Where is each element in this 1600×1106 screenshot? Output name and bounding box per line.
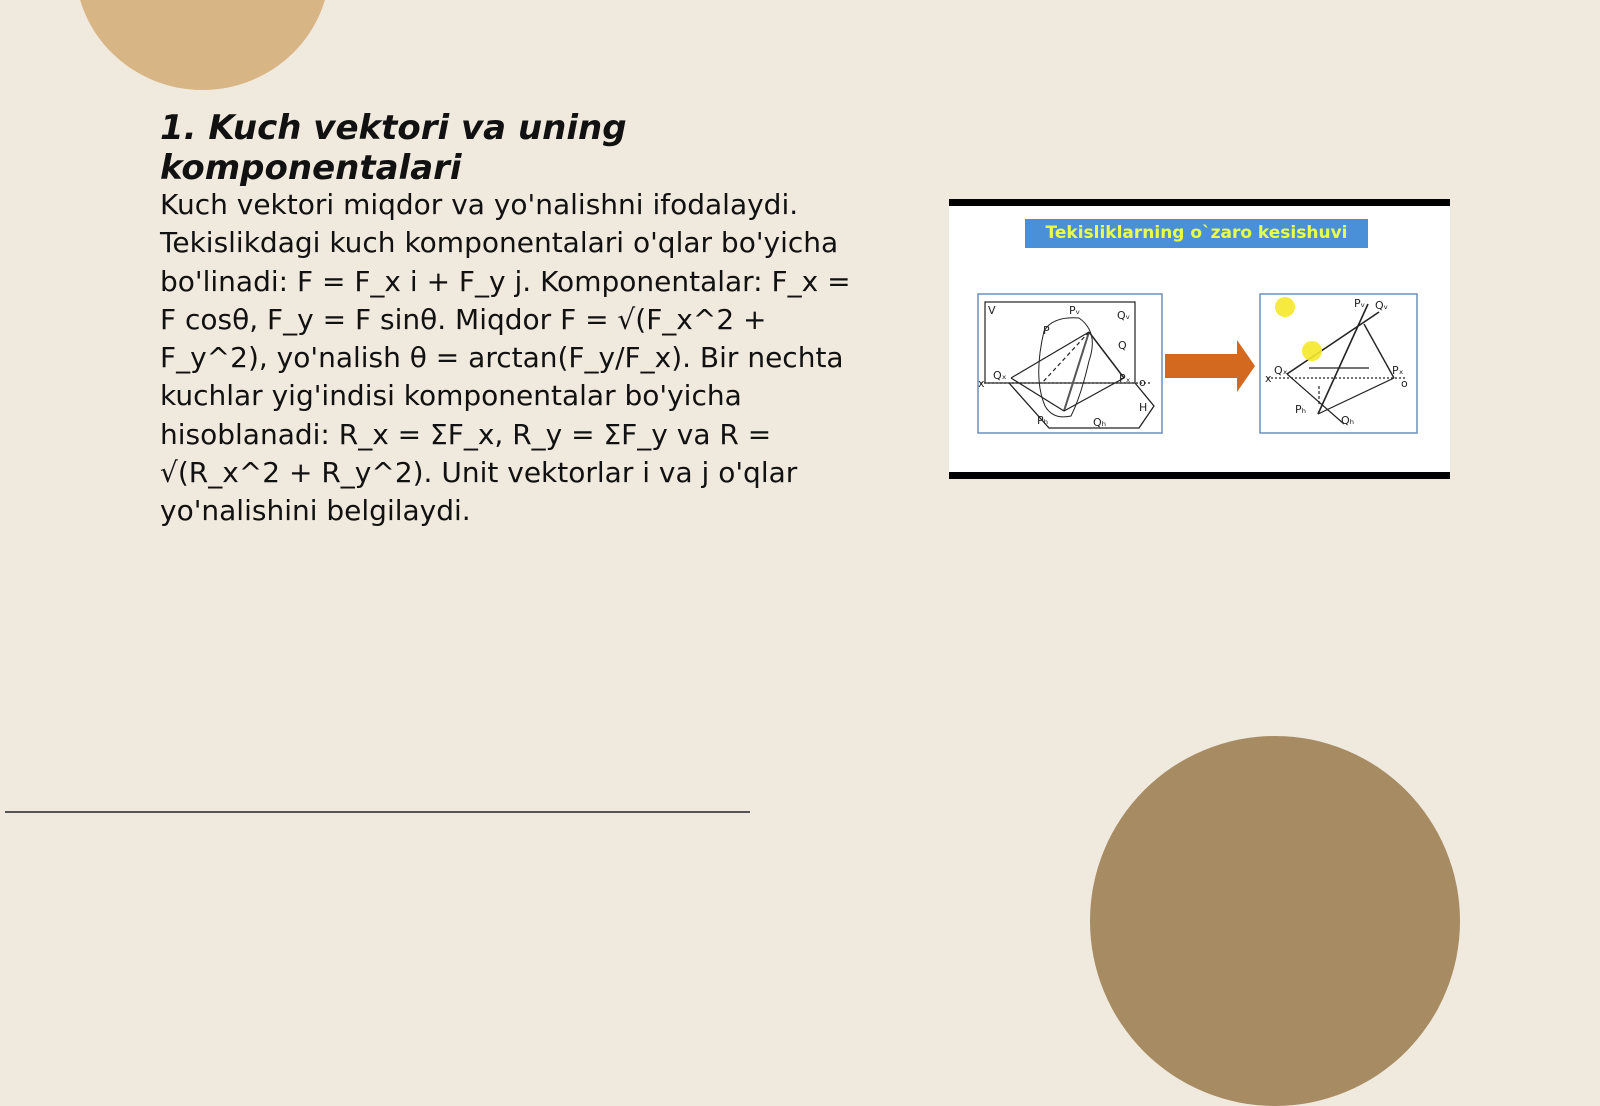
- label-qv-right: Qᵥ: [1375, 299, 1389, 312]
- slide-body-text: Kuch vektori miqdor va yo'nalishni ifodalaydi. Tekislikdagi kuch komponentalari o'qlar bo'yicha bo'linadi: F = F_x i + F_y j. Komponentalar: F_x = F cosθ, F_y = F sinθ. Miqdor F = √(F_x^2 + F_y^2), yo'nalish θ = arctan(F_y/F_x). Bir nechta kuchlar yig'indisi komponentalar bo'yicha hisoblanadi: R_x = ΣF_x, R_y = ΣF_y va R = √(R_x^2 + R_y^2). Unit vektorlar i va j o'qlar yo'nalishini belgilaydi.: [160, 188, 851, 528]
- label-px: Pₓ: [1119, 372, 1131, 385]
- figure-drawing: [949, 206, 1450, 472]
- label-qx: Qₓ: [993, 369, 1007, 382]
- label-x-right: x: [1265, 372, 1272, 385]
- label-h: H: [1139, 401, 1148, 414]
- label-pv-right: Pᵥ: [1354, 297, 1366, 310]
- highlight-dot: [1275, 297, 1295, 317]
- label-x-left: x: [978, 377, 985, 390]
- label-px-right: Pₓ: [1392, 364, 1404, 377]
- label-qx-right: Qₓ: [1274, 364, 1288, 377]
- label-ph: Pₕ: [1037, 414, 1049, 427]
- label-v: V: [988, 304, 996, 317]
- plane-intersection-figure: [949, 199, 1450, 479]
- label-ph-right: Pₕ: [1295, 403, 1307, 416]
- divider-line: [5, 811, 750, 813]
- label-qh-right: Qₕ: [1341, 414, 1355, 427]
- slide-title: 1. Kuch vektori va uning komponentalari: [160, 108, 627, 188]
- label-qh: Qₕ: [1093, 416, 1107, 429]
- label-q: Q: [1118, 339, 1127, 352]
- decorative-circle-top: [75, 0, 330, 90]
- label-o-right: o: [1401, 377, 1408, 390]
- label-pv: Pᵥ: [1069, 304, 1081, 317]
- right-arrow-icon: [1165, 340, 1255, 392]
- figure-banner: Tekisliklarning o`zaro kesishuvi: [1025, 219, 1368, 248]
- highlight-dot: [1302, 341, 1322, 361]
- decorative-circle-bottom: [1090, 736, 1460, 1106]
- label-qv: Qᵥ: [1117, 309, 1131, 322]
- label-o-left: o: [1139, 376, 1146, 389]
- label-p: P: [1043, 324, 1050, 337]
